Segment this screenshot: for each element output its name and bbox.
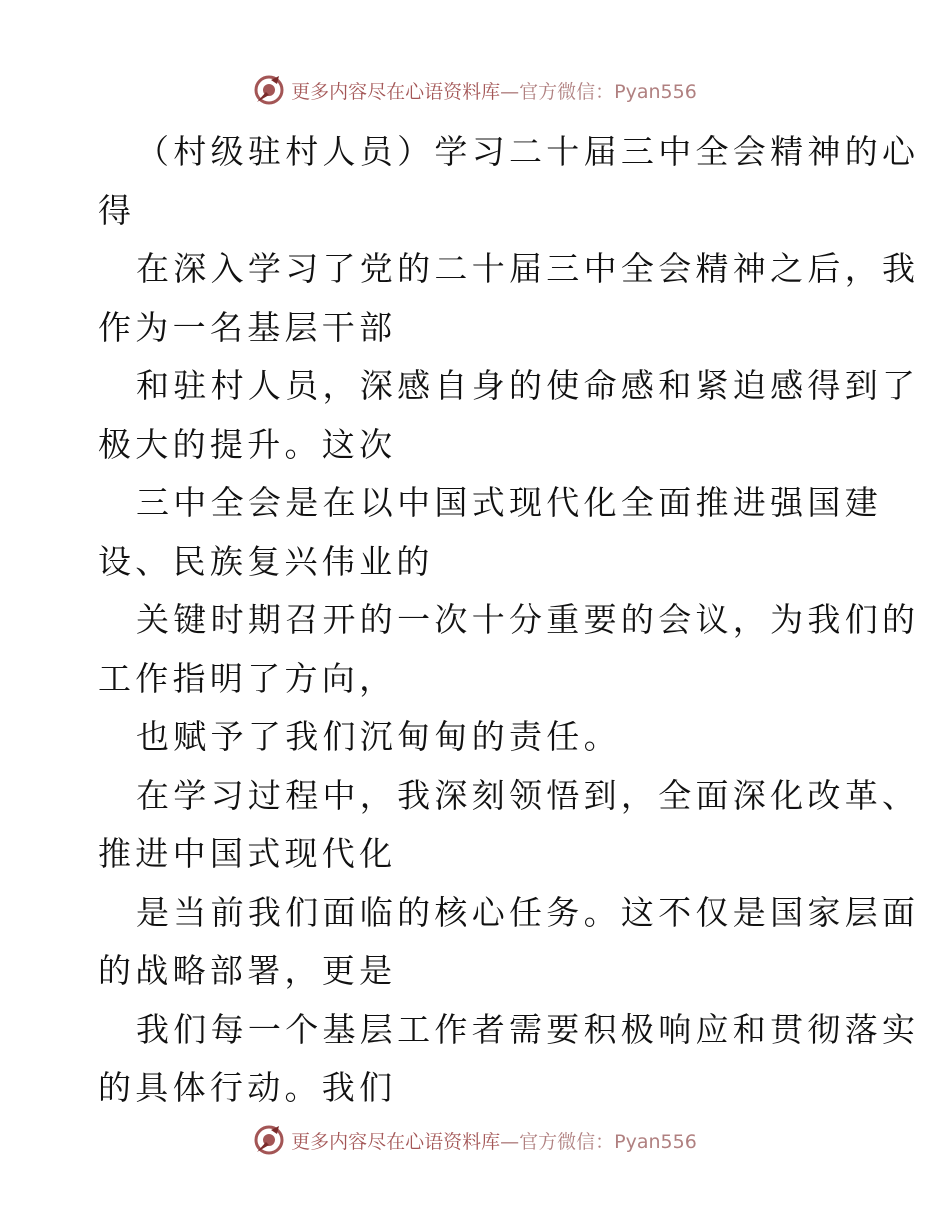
document-title-line-2: 得 xyxy=(98,190,136,230)
banner-dash: — xyxy=(500,1130,520,1153)
paragraph-line: 和驻村人员，深感自身的使命感和紧迫感得到了 xyxy=(136,366,920,405)
document-title-line-1: （村级驻村人员）学习二十届三中全会精神的心 xyxy=(136,132,920,171)
banner-wechat-text: 官方微信：Pyan556 xyxy=(519,1130,697,1153)
paragraph-line: 作为一名基层干部 xyxy=(98,307,397,347)
banner-text xyxy=(291,1127,697,1154)
paragraph-line: 三中全会是在以中国式现代化全面推进强国建 xyxy=(136,483,882,522)
banner-brand-text: 更多内容尽在心语资料库 xyxy=(291,1130,501,1153)
paragraph-line: 的具体行动。我们 xyxy=(98,1068,397,1107)
banner-text xyxy=(291,77,697,104)
pen-logo-icon xyxy=(253,74,285,106)
paragraph-line: 我们每一个基层工作者需要积极响应和贯彻落实 xyxy=(136,1009,920,1049)
paragraph-line: 工作指明了方向， xyxy=(98,658,397,698)
paragraph-line: 也赋予了我们沉甸甸的责任。 xyxy=(136,717,621,756)
paragraph-line: 关键时期召开的一次十分重要的会议，为我们的 xyxy=(136,600,920,639)
header-banner xyxy=(0,70,950,110)
paragraph-line: 推进中国式现代化 xyxy=(98,834,397,873)
paragraph-line: 在深入学习了党的二十届三中全会精神之后，我 xyxy=(136,249,920,288)
paragraph-line: 是当前我们面临的核心任务。这不仅是国家层面 xyxy=(136,892,920,932)
document-body xyxy=(98,123,920,1118)
paragraph-line: 的战略部署，更是 xyxy=(98,951,397,990)
banner-wechat-text: 官方微信：Pyan556 xyxy=(519,80,697,103)
paragraph-line: 设、民族复兴伟业的 xyxy=(98,541,434,581)
banner-brand-text: 更多内容尽在心语资料库 xyxy=(291,80,501,103)
paragraph-line: 极大的提升。这次 xyxy=(98,424,397,464)
footer-banner xyxy=(0,1120,950,1160)
pen-logo-icon xyxy=(253,1124,285,1156)
banner-dash: — xyxy=(500,80,520,103)
paragraph-line: 在学习过程中，我深刻领悟到，全面深化改革、 xyxy=(136,775,920,815)
